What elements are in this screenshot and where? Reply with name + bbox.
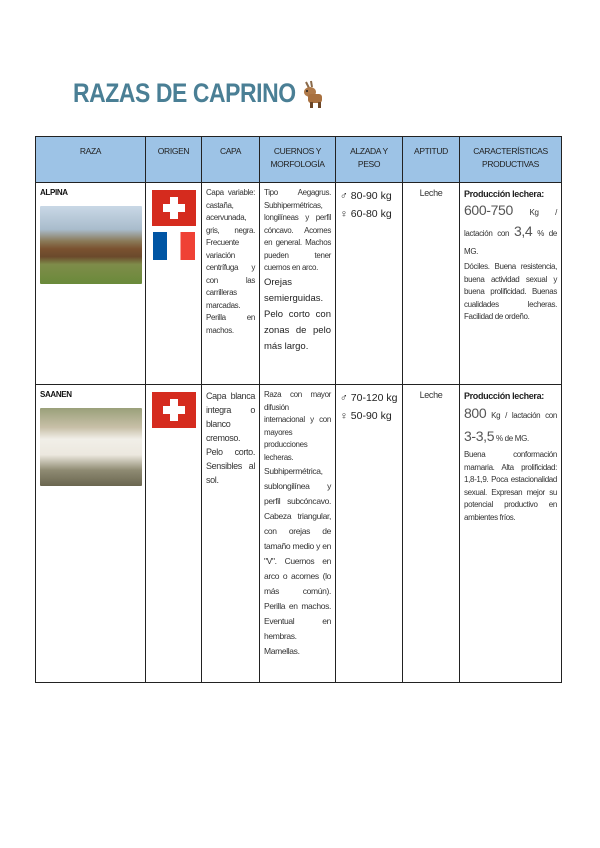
header-raza: RAZA bbox=[36, 137, 146, 183]
weight-male: ♂ 70-120 kg bbox=[340, 392, 398, 404]
breed-name: SAANEN bbox=[40, 390, 72, 399]
header-alzada: ALZADA Y PESO bbox=[336, 137, 403, 183]
alpina-goat-photo bbox=[40, 206, 142, 284]
fat-percent: 3,4 bbox=[513, 223, 533, 239]
header-capa: CAPA bbox=[202, 137, 260, 183]
header-cuernos: CUERNOS Y MORFOLOGÍA bbox=[260, 137, 336, 183]
table-row bbox=[36, 385, 562, 683]
cuernos-text: Orejas semierguidas. bbox=[264, 276, 324, 304]
capa-text: Pelo corto. Sensibles al sol. bbox=[206, 447, 255, 485]
production-label: Producción lechera: bbox=[464, 391, 544, 401]
cuernos-text: Subhipermétrica, sublongilínea y perfil subcóncavo. Cabeza triangular, con orejas de tamaño medio y en "V". Cuernos en arco o acornes (lo más común). Perilla en machos. Eventual en hembras. Mamellas. bbox=[264, 466, 331, 656]
production-description: Dóciles. Buena resistencia, buena actividad sexual y buena prolificidad. Buenas cualidades lecheras. Facilidad de ordeño. bbox=[464, 262, 557, 321]
production-description: Buena conformación mamaria. Alta prolificidad: 1,8-1,9. Poca estacionalidad sexual. Expresan mejor su potencial productivo en ambientes fríos. bbox=[464, 450, 557, 522]
swiss-flag-icon bbox=[152, 392, 196, 428]
aptitud: Leche bbox=[403, 385, 460, 683]
header-aptitud: APTITUD bbox=[403, 137, 460, 183]
cuernos-text: Tipo Aegagrus. Subhipermétricas, longilíneas y perfil cóncavo. Acornes en general. Machos pueden tener cuernos en arco. bbox=[264, 188, 331, 272]
fat-percent: 3-3,5 bbox=[464, 428, 495, 444]
aptitud: Leche bbox=[403, 183, 460, 385]
table-row bbox=[36, 183, 562, 385]
breed-name: ALPINA bbox=[40, 188, 68, 197]
goat-icon bbox=[300, 80, 326, 110]
header-origen: ORIGEN bbox=[146, 137, 202, 183]
production-text: Kg / lactación con bbox=[486, 411, 557, 420]
breeds-table bbox=[35, 136, 562, 683]
swiss-flag-icon bbox=[152, 190, 196, 226]
production-text: % de MG. bbox=[494, 434, 529, 443]
production-text: % de MG. bbox=[464, 229, 557, 256]
milk-yield: 800 bbox=[464, 405, 487, 421]
weight-male: ♂ 80-90 kg bbox=[340, 190, 392, 202]
page-title: RAZAS DE CAPRINO bbox=[73, 78, 296, 108]
capa-text: Capa blanca integra o blanco cremoso. bbox=[206, 391, 255, 443]
french-flag-icon bbox=[153, 232, 195, 260]
production-label: Producción lechera: bbox=[464, 189, 544, 199]
header-caracteristicas: CARACTERÍSTICAS PRODUCTIVAS bbox=[460, 137, 562, 183]
cuernos-text: Raza con mayor difusión internacional y con mayores producciones lecheras. bbox=[264, 390, 331, 462]
table-header-row bbox=[36, 137, 562, 183]
milk-yield: 600-750 bbox=[464, 202, 513, 218]
weight-female: ♀ 50-90 kg bbox=[340, 410, 392, 422]
weight-female: ♀ 60-80 kg bbox=[340, 208, 392, 220]
cuernos-text: Pelo corto con zonas de pelo más largo. bbox=[264, 308, 331, 352]
saanen-goat-photo bbox=[40, 408, 142, 486]
capa-text: Capa variable: castaña, acervunada, gris, negra. Frecuente variación centrífuga y con las carrilleras marcadas. Perilla en machos. bbox=[202, 183, 260, 385]
production-text: Kg / lactación con bbox=[464, 208, 557, 238]
